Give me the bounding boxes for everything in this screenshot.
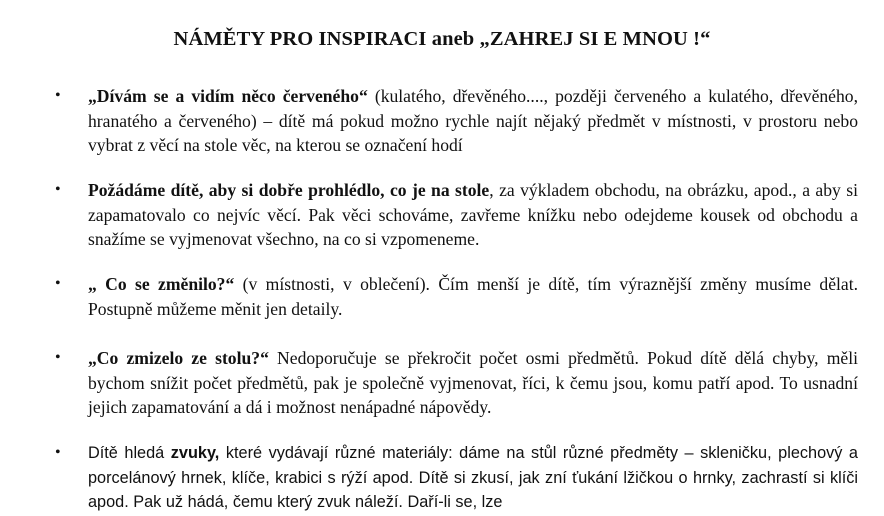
bullet-icon: •: [55, 275, 61, 292]
list-item-body: Nedoporučuje se překročit počet osmi předmětů. Pokud dítě dělá chyby, měli bychom snížit počet předmětů, pak je společně vyjmenovat, říci, k čemu jsou, komu patří apod. To usnadní jejich zapamatování a dá i možnost nenápadné nápovědy.: [88, 348, 858, 417]
list-item-bold: zvuky,: [170, 444, 220, 462]
list-item-bold: Požádáme dítě, aby si dobře prohlédlo, co je na stole: [88, 180, 490, 200]
list-item-body: , za výkladem obchodu, na obrázku, apod., a aby si zapamatovalo co nejvíc věcí. Pak věci schováme, zavřeme knížku nebo odejdeme kousek od obchodu a snažíme se vyjmenovat všechno, na co si vzpomeneme.: [88, 180, 858, 249]
list-item-text: [88, 178, 858, 252]
list-item-prefix: Dítě hledá: [88, 444, 171, 462]
bullet-icon: •: [55, 444, 61, 461]
list-item-bold: „ Co se změnilo?“: [88, 274, 235, 294]
list-item-body: které vydávají různé materiály: dáme na stůl různé předměty – skleničku, plechový a porcelánový hrnek, klíče, krabici s rýží apod. Dítě si zkusí, jak zní ťukání lžičkou o hrnky, zachrastí si klíči apod. Pak už hádá, čemu který zvuk náleží. Daří-li se, lze: [88, 444, 858, 511]
list-item-body: (v místnosti, v oblečení). Čím menší je dítě, tím výraznější změny musíme dělat. Postupně můžeme měnit jen detaily.: [88, 274, 858, 319]
bullet-icon: •: [55, 181, 61, 198]
list-item-text: [88, 346, 858, 420]
bullet-icon: •: [55, 87, 61, 104]
list-item-bold: „Dívám se a vidím něco červeného“: [88, 86, 368, 106]
list-item-body: (kulatého, dřevěného...., později červeného a kulatého, dřevěného, hranatého a červeného) – dítě má pokud možno rychle najít nějaký předmět v místnosti, v prostoru nebo vybrat z věcí na stole věc, na kterou se označení hodí: [88, 86, 858, 155]
list-item-text: [88, 84, 858, 158]
page-title: NÁMĚTY PRO INSPIRACI aneb „ZAHREJ SI E MNOU !“: [173, 28, 711, 50]
bullet-icon: •: [55, 349, 61, 366]
list-item-bold: „Co zmizelo ze stolu?“: [88, 348, 269, 368]
list-item-text: [88, 272, 858, 321]
list-item-text: [88, 441, 858, 515]
